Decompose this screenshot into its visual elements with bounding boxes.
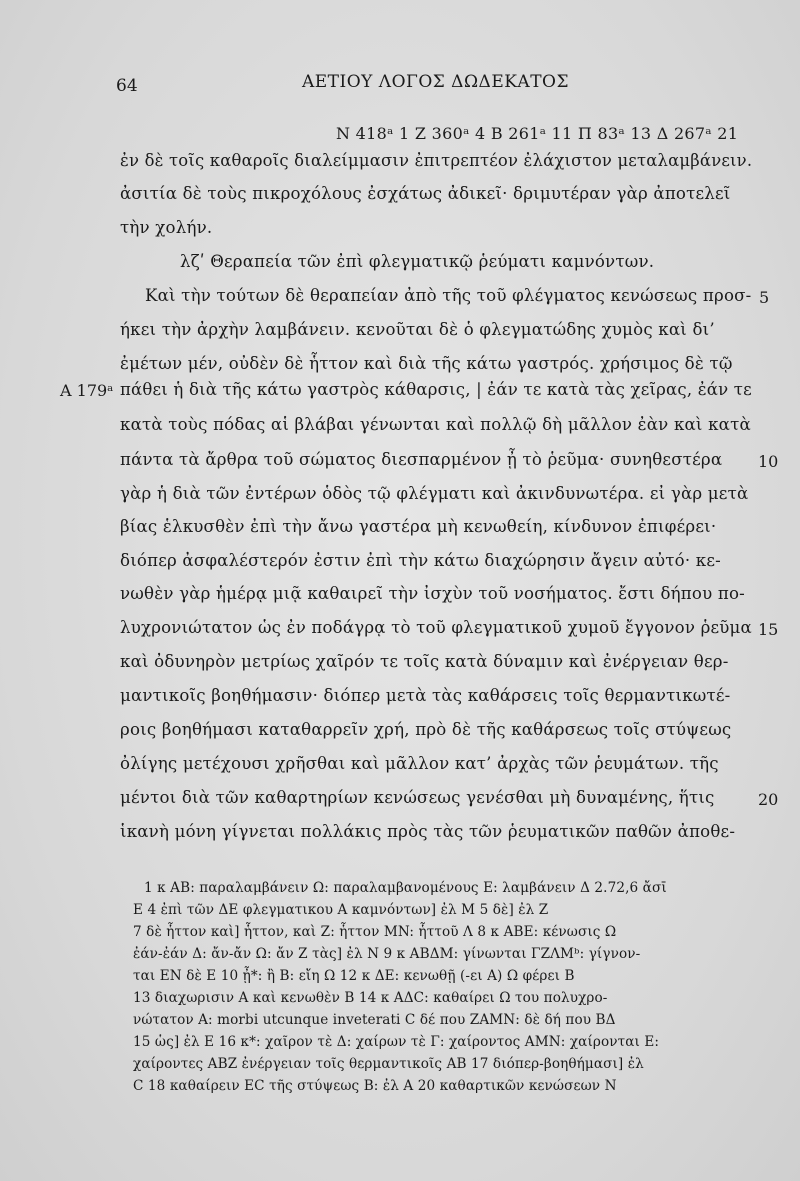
text-line: λυχρονιώτατον ὡς ἐν ποδάγρᾳ τὸ τοῦ φλεγματικοῦ χυμοῦ ἔγγονον ῥεῦμα [120, 618, 752, 637]
line-number: 15 [758, 620, 779, 639]
running-title: ΑΕΤΙΟΥ ΛΟΓΟΣ ΔΩΔΕΚΑΤΟΣ [302, 72, 570, 92]
line-number: 5 [759, 288, 770, 307]
text-line: ήκει τὴν ἀρχὴν λαμβάνειν. κενοῦται δὲ ὁ φλεγματώδης χυμὸς καὶ δι’ [120, 320, 715, 339]
apparatus-line: χαίροντες ABZ ἐνέργειαν τοῖς θερμαντικοῖς AB 17 διόπερ-βοηθήμασι] ἐλ [133, 1056, 644, 1072]
text-line: ἱκανὴ μόνη γίγνεται πολλάκις πρὸς τὰς τῶν ῥευματικῶν παθῶν ἀποθε- [120, 822, 736, 841]
manuscript-sigla-line: N 418ᵃ 1 Z 360ᵃ 4 B 261ᵃ 11 Π 83ᵃ 13 Δ 267ᵃ 21 [336, 124, 739, 143]
margin-folio-reference: A 179ᵃ [60, 381, 114, 400]
text-line: τὴν χολήν. [120, 218, 213, 237]
line-number: 20 [758, 790, 779, 809]
apparatus-line: ται EN δὲ E 10 ᾖ*: ἢ B: εἴη Ω 12 κ ΔE: κενωθῇ (-ει Α) Ω φέρει B [133, 968, 575, 984]
line-number: 10 [758, 452, 779, 471]
apparatus-line: ἐάν-ἐάν Δ: ἄν-ἄν Ω: ἄν Z τὰς] ἐλ N 9 κ ΑΒΔΜ: γίνωνται ΓΖΛΜᵇ: γίγνον- [133, 946, 641, 962]
apparatus-line: 13 διαχωρισιν A καὶ κενωθὲν B 14 κ ΑΔC: καθαίρει Ω του πολυχρο- [133, 990, 608, 1006]
page-number: 64 [116, 76, 138, 96]
text-line: Καὶ τὴν τούτων δὲ θεραπείαν ἀπὸ τῆς τοῦ φλέγματος κενώσεως προσ- [145, 286, 752, 305]
text-line: ὀλίγης μετέχουσι χρῆσθαι καὶ μᾶλλον κατ’ ἀρχὰς τῶν ῥευμάτων. τῆς [120, 754, 719, 773]
apparatus-line: E 4 ἐπὶ τῶν ΔE φλεγματικου A καμνόντων] ἐλ M 5 δὲ] ἐλ Z [133, 902, 549, 918]
apparatus-line: 7 δὲ ἧττον καὶ] ἧττον, καὶ Z: ἧττον MN: ἧττοῦ Λ 8 κ ABE: κένωσις Ω [133, 924, 617, 940]
text-line: πάθει ἡ διὰ τῆς κάτω γαστρὸς κάθαρσις, | ἐάν τε κατὰ τὰς χεῖρας, ἐάν τε [120, 380, 752, 399]
text-line: νωθὲν γὰρ ἡμέρᾳ μιᾷ καθαιρεῖ τὴν ἰσχὺν τοῦ νοσήματος. ἔστι δήπου πο- [120, 584, 745, 603]
text-line: γὰρ ἡ διὰ τῶν ἐντέρων ὁδὸς τῷ φλέγματι καὶ ἀκινδυνωτέρα. εἰ γὰρ μετὰ [120, 484, 749, 503]
text-line: καὶ ὀδυνηρὸν μετρίως χαῖρόν τε τοῖς κατὰ δύναμιν καὶ ἐνέργειαν θερ- [120, 652, 729, 671]
chapter-heading: λζʹ Θεραπεία τῶν ἐπὶ φλεγματικῷ ῥεύματι καμνόντων. [180, 252, 655, 271]
text-line: κατὰ τοὺς πόδας αἱ βλάβαι γένωνται καὶ πολλῷ δὴ μᾶλλον ἐὰν καὶ κατὰ [120, 415, 751, 434]
text-line: βίας ἑλκυσθὲν ἐπὶ τὴν ἄνω γαστέρα μὴ κενωθείη, κίνδυνον ἐπιφέρει· [120, 517, 717, 536]
text-line: ροις βοηθήμασι καταθαρρεῖν χρή, πρὸ δὲ τῆς καθάρσεως τοῖς στύψεως [120, 720, 732, 739]
apparatus-line: C 18 καθαίρειν EC τῆς στύψεως B: ἐλ A 20 καθαρτικῶν κενώσεων N [133, 1078, 617, 1094]
text-line: ἐν δὲ τοῖς καθαροῖς διαλείμμασιν ἐπιτρεπτέον ἐλάχιστον μεταλαμβάνειν. [120, 151, 753, 170]
text-line: μαντικοῖς βοηθήμασιν· διόπερ μετὰ τὰς καθάρσεις τοῖς θερμαντικωτέ- [120, 686, 731, 705]
apparatus-line: νώτατον A: morbi utcunque inveterati C δέ που ΖΑΜΝ: δὲ δή που ΒΔ [133, 1012, 616, 1028]
text-line: πάντα τὰ ἄρθρα τοῦ σώματος διεσπαρμένον ᾖ τὸ ῥεῦμα· συνηθεστέρα [120, 450, 723, 469]
text-line: ἐμέτων μέν, οὐδὲν δὲ ἧττον καὶ διὰ τῆς κάτω γαστρός. χρήσιμος δὲ τῷ [120, 354, 733, 373]
apparatus-line: 1 κ AB: παραλαμβάνειν Ω: παραλαμβανομένους E: λαμβάνειν Δ 2.72,6 ἄσῑ [144, 880, 667, 896]
text-line: ἀσιτία δὲ τοὺς πικροχόλους ἐσχάτως ἀδικεῖ· δριμυτέραν γὰρ ἀποτελεῖ [120, 184, 731, 203]
apparatus-line: 15 ὡς] ἐλ E 16 κ*: χαῖρον τὲ Δ: χαίρων τὲ Γ: χαίροντος ΑΜΝ: χαίρονται E: [133, 1034, 660, 1050]
text-line: μέντοι διὰ τῶν καθαρτηρίων κενώσεως γενέσθαι μὴ δυναμένης, ἥτις [120, 788, 715, 807]
text-line: διόπερ ἀσφαλέστερόν ἐστιν ἐπὶ τὴν κάτω διαχώρησιν ἄγειν αὐτό· κε- [120, 551, 721, 570]
